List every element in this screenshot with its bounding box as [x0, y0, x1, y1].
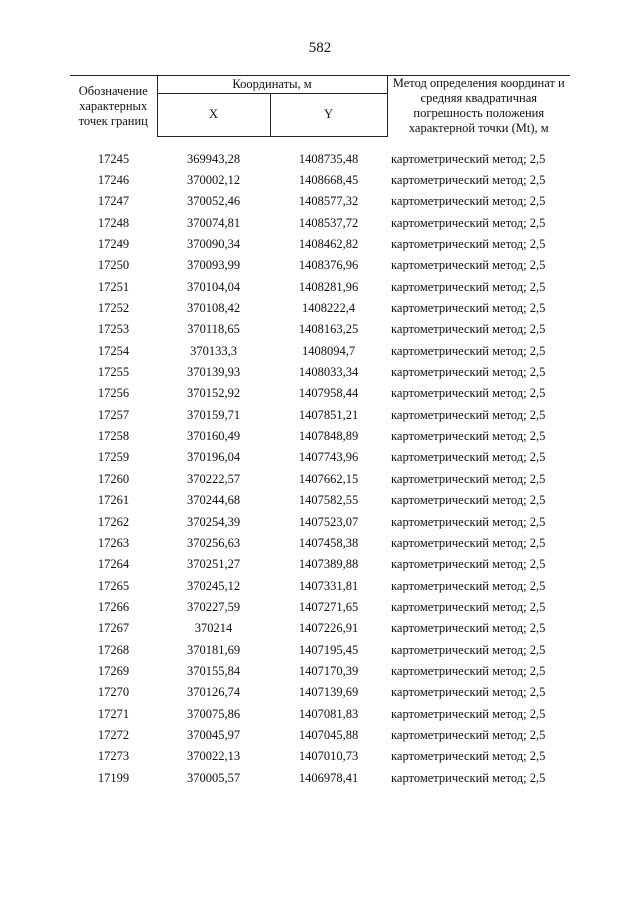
cell-x: 370159,71: [186, 407, 241, 422]
cell-point-id: 17256: [97, 386, 130, 401]
cell-point-id: 17258: [97, 429, 130, 444]
table-row: [70, 767, 570, 788]
cell-x: 370152,92: [186, 386, 241, 401]
table-row: [70, 362, 570, 383]
cell-method: картометрический метод; 2,5: [391, 621, 546, 636]
cell-x: 369943,28: [186, 151, 241, 166]
cell-point-id: 17257: [97, 407, 130, 422]
cell-y: 1407958,44: [298, 386, 359, 401]
cell-y: 1408462,82: [298, 237, 359, 252]
cell-point-id: 17268: [97, 642, 130, 657]
cell-y: 1407045,88: [298, 727, 359, 742]
cell-method: картометрический метод; 2,5: [391, 194, 546, 209]
cell-x: 370045,97: [186, 727, 241, 742]
cell-point-id: 17261: [97, 493, 130, 508]
table-row: [70, 469, 570, 490]
cell-x: 370181,69: [186, 642, 241, 657]
cell-method: картометрический метод; 2,5: [391, 151, 546, 166]
cell-point-id: 17251: [97, 279, 130, 294]
cell-point-id: 17266: [97, 599, 130, 614]
table-row: [70, 618, 570, 639]
table-row: [70, 234, 570, 255]
table-row: [70, 661, 570, 682]
cell-y: 1407523,07: [298, 514, 359, 529]
cell-x: 370196,04: [186, 450, 241, 465]
cell-method: картометрический метод; 2,5: [391, 258, 546, 273]
cell-y: 1408033,34: [298, 365, 359, 380]
cell-method: картометрический метод; 2,5: [391, 727, 546, 742]
header-x: X: [157, 94, 270, 136]
cell-x: 370074,81: [186, 215, 241, 230]
cell-y: 1407331,81: [298, 578, 359, 593]
cell-point-id: 17255: [97, 365, 130, 380]
cell-x: 370133,3: [190, 343, 237, 358]
table-row: [70, 746, 570, 767]
table-row: [70, 447, 570, 468]
cell-method: картометрический метод; 2,5: [391, 493, 546, 508]
cell-point-id: 17263: [97, 535, 130, 550]
table-row: [70, 703, 570, 724]
cell-method: картометрический метод; 2,5: [391, 215, 546, 230]
cell-y: 1408537,72: [298, 215, 359, 230]
cell-y: 1407389,88: [298, 557, 359, 572]
cell-method: картометрический метод; 2,5: [391, 663, 546, 678]
cell-method: картометрический метод; 2,5: [391, 343, 546, 358]
cell-y: 1406978,41: [298, 770, 359, 785]
coordinates-table: [70, 75, 570, 789]
cell-x: 370108,42: [186, 301, 241, 316]
cell-y: 1407458,38: [298, 535, 359, 550]
cell-point-id: 17250: [97, 258, 130, 273]
cell-method: картометрический метод; 2,5: [391, 237, 546, 252]
cell-x: 370104,04: [186, 279, 241, 294]
cell-point-id: 17273: [97, 749, 130, 764]
cell-method: картометрический метод; 2,5: [391, 173, 546, 188]
cell-x: 370254,39: [186, 514, 241, 529]
cell-x: 370090,34: [186, 237, 241, 252]
table-row: [70, 191, 570, 212]
table-row: [70, 426, 570, 447]
cell-x: 370118,65: [187, 322, 240, 337]
cell-y: 1407743,96: [298, 450, 359, 465]
table-row: [70, 255, 570, 276]
table-row: [70, 597, 570, 618]
cell-point-id: 17271: [97, 706, 130, 721]
table-row: [70, 341, 570, 362]
cell-x: 370222,57: [186, 471, 241, 486]
cell-method: картометрический метод; 2,5: [391, 429, 546, 444]
cell-x: 370002,12: [186, 173, 241, 188]
table-row: [70, 490, 570, 511]
cell-point-id: 17199: [97, 770, 130, 785]
table-row: [70, 575, 570, 596]
table-spacer: [70, 136, 570, 149]
cell-y: 1407848,89: [298, 429, 359, 444]
cell-method: картометрический метод; 2,5: [391, 514, 546, 529]
cell-x: 370093,99: [186, 258, 241, 273]
cell-method: картометрический метод; 2,5: [391, 322, 546, 337]
table-row: [70, 298, 570, 319]
table-row: [70, 277, 570, 298]
header-point-designation: Обозначение характерных точек границ: [70, 76, 157, 137]
cell-point-id: 17259: [97, 450, 130, 465]
cell-point-id: 17253: [97, 322, 130, 337]
cell-y: 1407851,21: [298, 407, 359, 422]
header-method: Метод определения координат и средняя квадратичная погрешность положения характерной точки (Mt), м: [387, 76, 570, 137]
cell-x: 370244,68: [186, 493, 241, 508]
cell-y: 1408094,7: [301, 343, 356, 358]
cell-y: 1407081,83: [298, 706, 359, 721]
table-row: [70, 554, 570, 575]
table-row: [70, 725, 570, 746]
cell-x: 370005,57: [186, 770, 241, 785]
table-body: [70, 136, 570, 789]
table-header: [70, 76, 570, 137]
cell-method: картометрический метод; 2,5: [391, 557, 546, 572]
cell-method: картометрический метод; 2,5: [391, 535, 546, 550]
cell-x: 370227,59: [186, 599, 241, 614]
cell-y: 1408222,4: [301, 301, 356, 316]
cell-method: картометрический метод; 2,5: [391, 301, 546, 316]
cell-y: 1407582,55: [298, 493, 359, 508]
cell-y: 1407139,69: [298, 685, 359, 700]
cell-point-id: 17248: [97, 215, 130, 230]
cell-x: 370251,27: [186, 557, 241, 572]
cell-point-id: 17267: [97, 621, 130, 636]
cell-y: 1408735,48: [298, 151, 359, 166]
cell-method: картометрический метод; 2,5: [391, 770, 546, 785]
cell-point-id: 17249: [97, 237, 130, 252]
cell-point-id: 17252: [97, 301, 130, 316]
table-row: [70, 170, 570, 191]
cell-y: 1408376,96: [298, 258, 359, 273]
table-row: [70, 639, 570, 660]
cell-point-id: 17247: [97, 194, 130, 209]
cell-y: 1408163,25: [298, 322, 359, 337]
cell-x: 370245,12: [186, 578, 241, 593]
cell-y: 1407170,39: [298, 663, 359, 678]
cell-x: 370022,13: [186, 749, 241, 764]
cell-method: картометрический метод; 2,5: [391, 599, 546, 614]
cell-point-id: 17269: [97, 663, 130, 678]
cell-x: 370214: [194, 621, 233, 636]
cell-point-id: 17264: [97, 557, 130, 572]
cell-x: 370126,74: [186, 685, 241, 700]
cell-y: 1408668,45: [298, 173, 359, 188]
cell-y: 1408577,32: [298, 194, 359, 209]
cell-method: картометрический метод; 2,5: [391, 407, 546, 422]
cell-x: 370075,86: [186, 706, 241, 721]
cell-point-id: 17262: [97, 514, 130, 529]
cell-y: 1407271,65: [298, 599, 359, 614]
cell-method: картометрический метод; 2,5: [391, 685, 546, 700]
cell-x: 370160,49: [186, 429, 241, 444]
cell-point-id: 17246: [97, 173, 130, 188]
table-row: [70, 533, 570, 554]
cell-method: картометрический метод; 2,5: [391, 706, 546, 721]
cell-x: 370139,93: [186, 365, 241, 380]
cell-method: картометрический метод; 2,5: [391, 386, 546, 401]
cell-point-id: 17265: [97, 578, 130, 593]
cell-point-id: 17272: [97, 727, 130, 742]
header-coordinates: Координаты, м: [157, 76, 387, 94]
table-row: [70, 383, 570, 404]
cell-method: картометрический метод; 2,5: [391, 578, 546, 593]
table-row: [70, 213, 570, 234]
cell-y: 1407226,91: [298, 621, 359, 636]
cell-x: 370155,84: [186, 663, 241, 678]
cell-y: 1407662,15: [298, 471, 359, 486]
cell-point-id: 17254: [97, 343, 130, 358]
cell-x: 370052,46: [186, 194, 241, 209]
cell-point-id: 17260: [97, 471, 130, 486]
cell-y: 1407010,73: [298, 749, 359, 764]
cell-method: картометрический метод; 2,5: [391, 642, 546, 657]
cell-point-id: 17270: [97, 685, 130, 700]
cell-y: 1408281,96: [298, 279, 359, 294]
cell-method: картометрический метод; 2,5: [391, 471, 546, 486]
cell-y: 1407195,45: [298, 642, 359, 657]
header-y: Y: [270, 94, 387, 136]
table-row: [70, 405, 570, 426]
table-row: [70, 511, 570, 532]
cell-x: 370256,63: [186, 535, 241, 550]
cell-method: картометрический метод; 2,5: [391, 365, 546, 380]
table-row: [70, 319, 570, 340]
cell-point-id: 17245: [97, 151, 130, 166]
table-row: [70, 682, 570, 703]
cell-method: картометрический метод; 2,5: [391, 279, 546, 294]
page-number: 582: [308, 40, 332, 56]
cell-method: картометрический метод; 2,5: [391, 749, 546, 764]
table-row: [70, 149, 570, 170]
cell-method: картометрический метод; 2,5: [391, 450, 546, 465]
